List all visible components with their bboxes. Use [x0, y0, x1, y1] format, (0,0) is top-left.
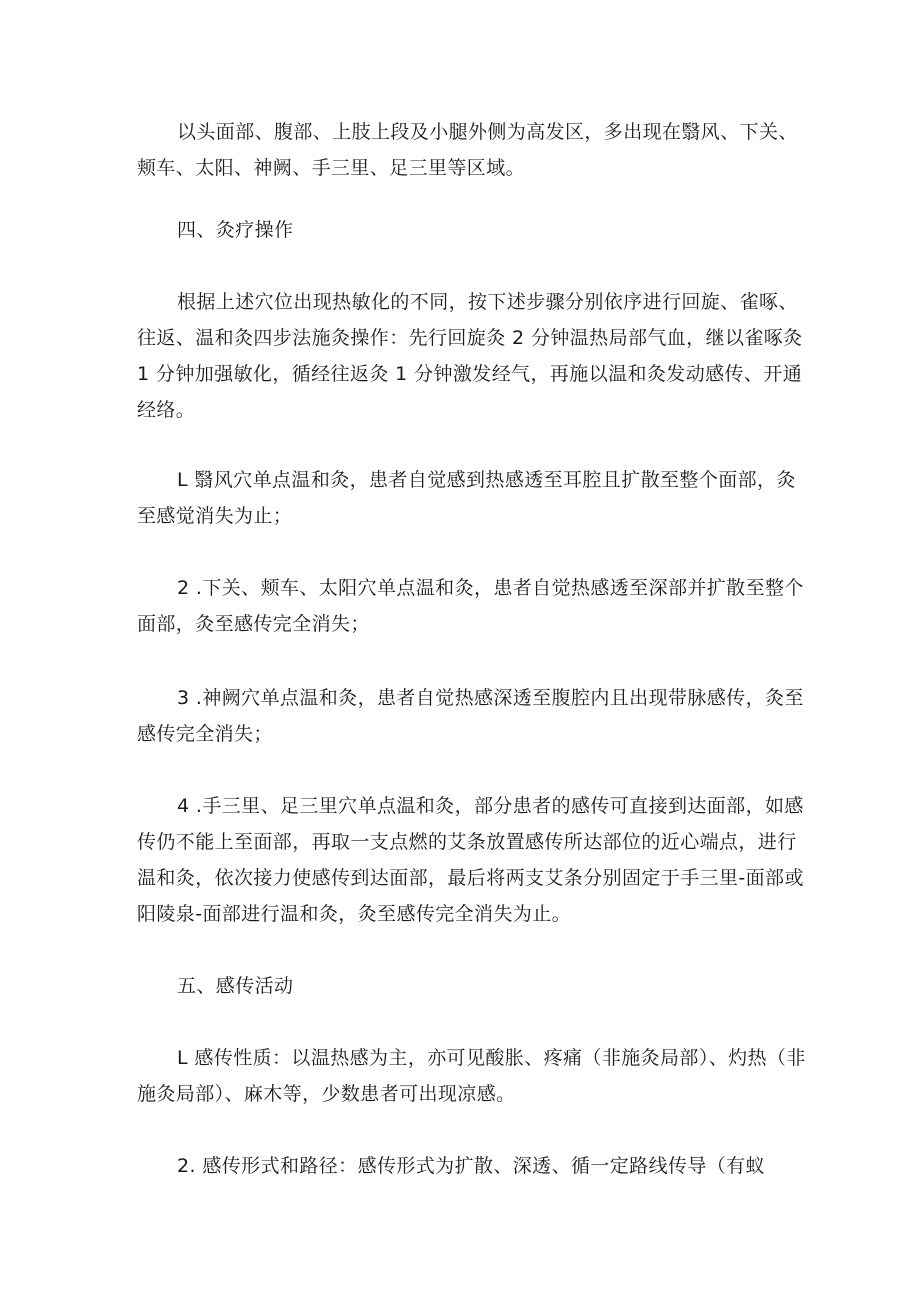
paragraph-high-incidence-areas: 以头面部、腹部、上肢上段及小腿外侧为高发区，多出现在翳风、下关、颊车、太阳、神阙、手三里、足三里等区域。	[137, 121, 798, 179]
section-heading-propagated-sensation: 五、感传活动	[177, 975, 294, 997]
section-heading-moxibustion-operation: 四、灸疗操作	[177, 219, 294, 241]
list-item-shenque: 3 .神阙穴单点温和灸，患者自觉热感深透至腹腔内且出现带脉感传，灸至感传完全消失；	[137, 687, 804, 745]
list-item-yifeng: L 翳风穴单点温和灸，患者自觉感到热感透至耳腔且扩散至整个面部，灸至感觉消失为止；	[137, 469, 796, 527]
list-item-xiaguan: 2 .下关、颊车、太阳穴单点温和灸，患者自觉热感透至深部并扩散至整个面部，灸至感传完全消失；	[137, 577, 804, 635]
list-item-shousanli: 4 .手三里、足三里穴单点温和灸，部分患者的感传可直接到达面部，如感传仍不能上至面部，再取一支点燃的艾条放置感传所达部位的近心端点，进行温和灸，依次接力使感传到达面部，最后将两支艾条分别固定于手三里-面部或阳陵泉-面部进行温和灸，灸至感传完全消失为止。	[137, 795, 804, 925]
list-item-sensation-form: 2. 感传形式和路径：感传形式为扩散、深透、循一定路线传导（有蚁	[177, 1155, 765, 1177]
paragraph-four-step-method: 根据上述穴位出现热敏化的不同，按下述步骤分别依序进行回旋、雀啄、往返、温和灸四步法施灸操作：先行回旋灸 2 分钟温热局部气血，继以雀啄灸 1 分钟加强敏化，循经往返灸 1 分钟激发经气，再施以温和灸发动感传、开通经络。	[137, 291, 803, 421]
list-item-sensation-nature: L 感传性质：以温热感为主，亦可见酸胀、疼痛（非施灸局部）、灼热（非施灸局部）、麻木等，少数患者可出现凉感。	[137, 1047, 806, 1105]
